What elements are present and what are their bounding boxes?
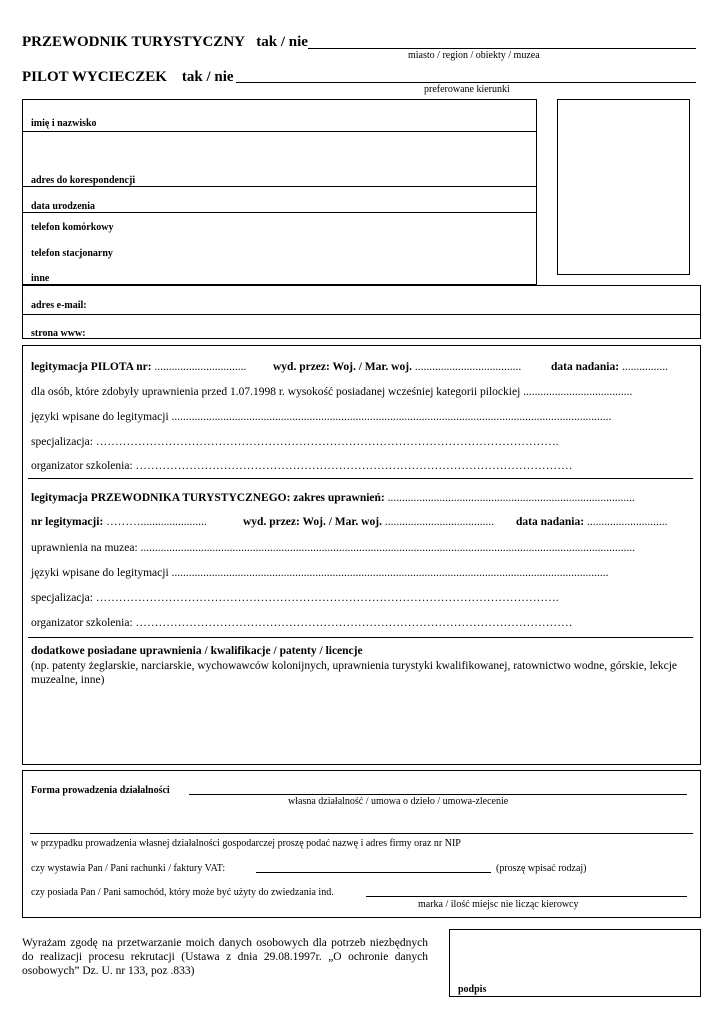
guide-scope-dots[interactable]: ...................................................................................... bbox=[384, 492, 635, 504]
guide-scope-line[interactable] bbox=[308, 48, 696, 49]
car-label: czy posiada Pan / Pani samochód, który może być użyty do zwiedzania ind. bbox=[31, 887, 334, 898]
guide-license-nr-row[interactable] bbox=[31, 516, 207, 528]
pilot-languages-field[interactable]: języki wpisane do legitymacji ......................................................................................................................................................... bbox=[31, 411, 612, 423]
email-field[interactable]: adres e-mail: bbox=[31, 300, 87, 311]
pilot-category-field[interactable]: dla osób, które zdobyły uprawnienia przed 1.07.1998 r. wysokość posiadanej wcześniej kategorii pilockiej ...................................... bbox=[31, 386, 633, 398]
pilot-issued-dots[interactable]: ..................................... bbox=[411, 361, 522, 373]
signature-label: podpis bbox=[458, 984, 487, 995]
pilot-license-label: legitymacja PILOTA nr: bbox=[31, 361, 152, 373]
guide-scope-hint: miasto / region / obiekty / muzea bbox=[408, 50, 540, 61]
address-field[interactable]: adres do korespondencji bbox=[31, 175, 136, 186]
other-field[interactable]: inne bbox=[31, 273, 50, 284]
guide-issued-row[interactable] bbox=[243, 516, 494, 528]
divider bbox=[22, 212, 537, 213]
invoice-hint: (proszę wpisać rodzaj) bbox=[496, 863, 587, 874]
guide-heading bbox=[22, 34, 308, 51]
pilot-issued-label: wyd. przez: Woj. / Mar. woj. bbox=[273, 361, 412, 373]
pilot-date-label: data nadania: bbox=[551, 361, 620, 373]
guide-date-row[interactable] bbox=[516, 516, 667, 528]
pilot-date-dots[interactable]: ................ bbox=[619, 361, 668, 373]
additional-description: (np. patenty żeglarskie, narciarskie, wychowawców kolonijnych, uprawnienia turystyki kwalifikowanej, ratownictwo wodne, górskie, lekcje muzealne, inne) bbox=[31, 660, 678, 686]
pilot-specialization-field[interactable]: specjalizacja: …………………………………………………………………………………………………………. bbox=[31, 436, 559, 448]
name-field[interactable]: imię i nazwisko bbox=[31, 118, 97, 129]
guide-scope-label: legitymacja PRZEWODNIKA TURYSTYCZNEGO: zakres uprawnień: bbox=[31, 492, 385, 504]
invoice-line[interactable] bbox=[256, 872, 491, 873]
car-hint: marka / ilość miejsc nie licząc kierowcy bbox=[418, 899, 579, 910]
additional-title: dodatkowe posiadane uprawnienia / kwalifikacje / patenty / licencje bbox=[31, 645, 363, 657]
guide-museums-field[interactable]: uprawnienia na muzea: ............................................................................................................................................................................ bbox=[31, 542, 636, 554]
consent-text: Wyrażam zgodę na przetwarzanie moich danych osobowych dla potrzeb niezbędnych do realizacji procesu rekrutacji (Ustawa z dnia 29.08.1997r. „O ochronie danych osobowych” Dz. U. nr 133, poz .833) bbox=[22, 937, 428, 977]
pilot-heading bbox=[22, 69, 234, 86]
pilot-license-row[interactable] bbox=[31, 361, 246, 373]
divider bbox=[28, 637, 693, 638]
business-form-line[interactable] bbox=[189, 794, 687, 795]
pilot-choice[interactable]: tak / nie bbox=[181, 69, 234, 85]
photo-box[interactable] bbox=[557, 99, 690, 275]
divider bbox=[22, 314, 701, 315]
company-details-field[interactable]: w przypadku prowadzenia własnej działalności gospodarczej proszę podać nazwę i adres firmy oraz nr NIP bbox=[31, 838, 461, 849]
guide-choice[interactable]: tak / nie bbox=[256, 34, 308, 50]
landline-phone-field[interactable]: telefon stacjonarny bbox=[31, 248, 113, 259]
guide-date-dots[interactable]: ............................ bbox=[584, 516, 668, 528]
business-form-hint: własna działalność / umowa o dzieło / umowa-zlecenie bbox=[288, 796, 509, 807]
pilot-issued-row[interactable] bbox=[273, 361, 521, 373]
guide-scope-row[interactable] bbox=[31, 492, 635, 504]
guide-organizer-field[interactable]: organizator szkolenia: …………………………………………………………………………………………………… bbox=[31, 617, 573, 629]
guide-date-label: data nadania: bbox=[516, 516, 585, 528]
business-form-label: Forma prowadzenia działalności bbox=[31, 785, 170, 796]
signature-box[interactable] bbox=[449, 929, 701, 997]
invoice-label: czy wystawia Pan / Pani rachunki / faktury VAT: bbox=[31, 863, 226, 874]
guide-issued-dots[interactable]: ...................................... bbox=[381, 516, 495, 528]
pilot-directions-hint: preferowane kierunki bbox=[424, 84, 510, 95]
additional-qualifications-input[interactable] bbox=[31, 690, 691, 760]
guide-title: PRZEWODNIK TURYSTYCZNY bbox=[22, 34, 245, 50]
pilot-directions-line[interactable] bbox=[236, 82, 696, 83]
pilot-organizer-field[interactable]: organizator szkolenia: …………………………………………………………………………………………………… bbox=[31, 460, 573, 472]
birth-date-field[interactable]: data urodzenia bbox=[31, 201, 95, 212]
www-field[interactable]: strona www: bbox=[31, 328, 86, 339]
divider bbox=[22, 131, 537, 132]
guide-specialization-field[interactable]: specjalizacja: …………………………………………………………………………………………………………. bbox=[31, 592, 559, 604]
car-line[interactable] bbox=[366, 896, 687, 897]
contact-box bbox=[22, 285, 701, 339]
pilot-license-dots[interactable]: ................................ bbox=[151, 361, 247, 373]
divider bbox=[22, 186, 537, 187]
guide-license-nr-label: nr legitymacji: bbox=[31, 516, 104, 528]
guide-issued-label: wyd. przez: Woj. / Mar. woj. bbox=[243, 516, 382, 528]
mobile-phone-field[interactable]: telefon komórkowy bbox=[31, 222, 114, 233]
pilot-date-row[interactable] bbox=[551, 361, 668, 373]
guide-languages-field[interactable]: języki wpisane do legitymacji ........................................................................................................................................................ bbox=[31, 567, 609, 579]
divider bbox=[28, 478, 693, 479]
divider bbox=[30, 833, 693, 834]
pilot-title: PILOT WYCIECZEK bbox=[22, 69, 167, 85]
guide-license-nr-dots[interactable]: ………....................... bbox=[103, 516, 207, 528]
